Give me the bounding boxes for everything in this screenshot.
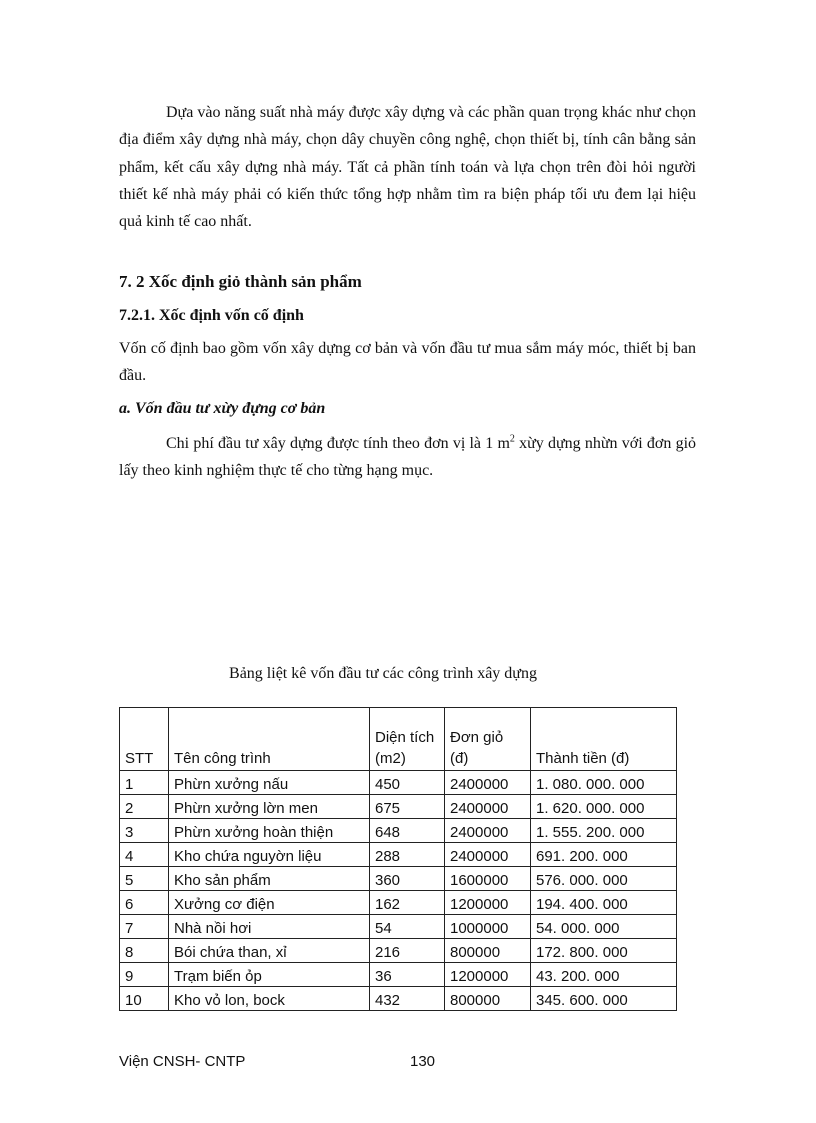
- cell-name: Kho sản phẩm: [169, 867, 370, 891]
- table-row: [120, 771, 677, 795]
- cell-stt: 9: [120, 963, 169, 987]
- cell-area: 288: [370, 843, 445, 867]
- intro-paragraph: Dựa vào năng suất nhà máy được xây dựng và các phần quan trọng khác như chọn địa điểm xây dựng nhà máy, chọn dây chuyền công nghệ, chọn thiết bị, tính cân bằng sản phẩm, kết cấu xây dựng nhà máy. Tất cả phần tính toán và lựa chọn trên đòi hỏi người thiết kế nhà máy phải có kiến thức tổng hợp nhằm tìm ra biện pháp tối ưu đem lại hiệu quả kinh tế cao nhất.: [119, 104, 696, 231]
- cell-area: 648: [370, 819, 445, 843]
- cell-area: 675: [370, 795, 445, 819]
- table-row: [120, 819, 677, 843]
- cell-unit-price: 2400000: [445, 843, 531, 867]
- subsection-heading: 7.2.1. Xốc định vốn cố định: [119, 307, 304, 324]
- table-row: [120, 915, 677, 939]
- cell-total: 1. 080. 000. 000: [531, 771, 677, 795]
- cell-total: 576. 000. 000: [531, 867, 677, 891]
- cell-area: 360: [370, 867, 445, 891]
- header-stt: STT: [120, 708, 169, 771]
- cell-stt: 2: [120, 795, 169, 819]
- subsubsection-heading: a. Vốn đầu tư xừy đựng cơ bản: [119, 400, 326, 417]
- cell-name: Phừn xưởng lờn men: [169, 795, 370, 819]
- cell-stt: 7: [120, 915, 169, 939]
- table-row: [120, 843, 677, 867]
- cell-name: Phừn xưởng nấu: [169, 771, 370, 795]
- page-number: 130: [410, 1053, 436, 1070]
- cost-paragraph-text-a: Chi phí đầu tư xây dựng được tính theo đơn vị là 1 m: [166, 435, 510, 452]
- cell-total: 691. 200. 000: [531, 843, 677, 867]
- cell-area: 432: [370, 987, 445, 1011]
- cell-stt: 3: [120, 819, 169, 843]
- cell-stt: 10: [120, 987, 169, 1011]
- table-row: [120, 963, 677, 987]
- cell-name: Bói chứa than, xỉ: [169, 939, 370, 963]
- cell-name: Kho vỏ lon, bock: [169, 987, 370, 1011]
- cell-total: 54. 000. 000: [531, 915, 677, 939]
- table-row: [120, 939, 677, 963]
- header-name: Tên công trình: [169, 708, 370, 771]
- cell-name: Trạm biến ỏp: [169, 963, 370, 987]
- cell-unit-price: 1000000: [445, 915, 531, 939]
- header-unit-price: Đơn giỏ (đ): [445, 708, 531, 771]
- header-area: Diện tích (m2): [370, 708, 445, 771]
- cell-name: Kho chứa nguyờn liệu: [169, 843, 370, 867]
- cell-area: 216: [370, 939, 445, 963]
- cell-total: 1. 620. 000. 000: [531, 795, 677, 819]
- table-row: [120, 795, 677, 819]
- cell-name: Xưởng cơ điện: [169, 891, 370, 915]
- table-row: [120, 987, 677, 1011]
- cost-paragraph: [119, 430, 696, 485]
- cell-unit-price: 2400000: [445, 819, 531, 843]
- cell-total: 43. 200. 000: [531, 963, 677, 987]
- cell-stt: 8: [120, 939, 169, 963]
- cell-area: 450: [370, 771, 445, 795]
- table-header-row: [120, 708, 677, 771]
- cell-name: Phừn xưởng hoàn thiện: [169, 819, 370, 843]
- cell-unit-price: 2400000: [445, 771, 531, 795]
- cell-unit-price: 1200000: [445, 963, 531, 987]
- cell-total: 345. 600. 000: [531, 987, 677, 1011]
- cell-name: Nhà nồi hơi: [169, 915, 370, 939]
- cost-paragraph-text-b: xừy dựng nhừn với đơn giỏ lấy theo kinh nghiệm thực tế cho từng hạng mục.: [119, 435, 697, 480]
- cell-area: 162: [370, 891, 445, 915]
- cell-total: 194. 400. 000: [531, 891, 677, 915]
- table-row: [120, 867, 677, 891]
- footer-institute: Viện CNSH- CNTP: [119, 1053, 246, 1070]
- header-total: Thành tiền (đ): [531, 708, 677, 771]
- cell-stt: 4: [120, 843, 169, 867]
- cell-stt: 1: [120, 771, 169, 795]
- cell-unit-price: 800000: [445, 987, 531, 1011]
- section-heading: 7. 2 Xốc định giỏ thành sản phẩm: [119, 272, 362, 291]
- table-row: [120, 891, 677, 915]
- fixed-capital-paragraph: Vốn cố định bao gồm vốn xây dựng cơ bản và vốn đầu tư mua sắm máy móc, thiết bị ban đầu.: [119, 340, 696, 385]
- cell-unit-price: 1600000: [445, 867, 531, 891]
- cell-area: 54: [370, 915, 445, 939]
- cell-unit-price: 2400000: [445, 795, 531, 819]
- cell-area: 36: [370, 963, 445, 987]
- cell-stt: 5: [120, 867, 169, 891]
- investment-table: [119, 707, 677, 1011]
- cell-total: 1. 555. 200. 000: [531, 819, 677, 843]
- cell-unit-price: 800000: [445, 939, 531, 963]
- table-caption: Bảng liệt kê vốn đầu tư các công trình xây dựng: [229, 665, 537, 682]
- cell-stt: 6: [120, 891, 169, 915]
- cell-unit-price: 1200000: [445, 891, 531, 915]
- cell-total: 172. 800. 000: [531, 939, 677, 963]
- superscript-two: 2: [509, 433, 515, 445]
